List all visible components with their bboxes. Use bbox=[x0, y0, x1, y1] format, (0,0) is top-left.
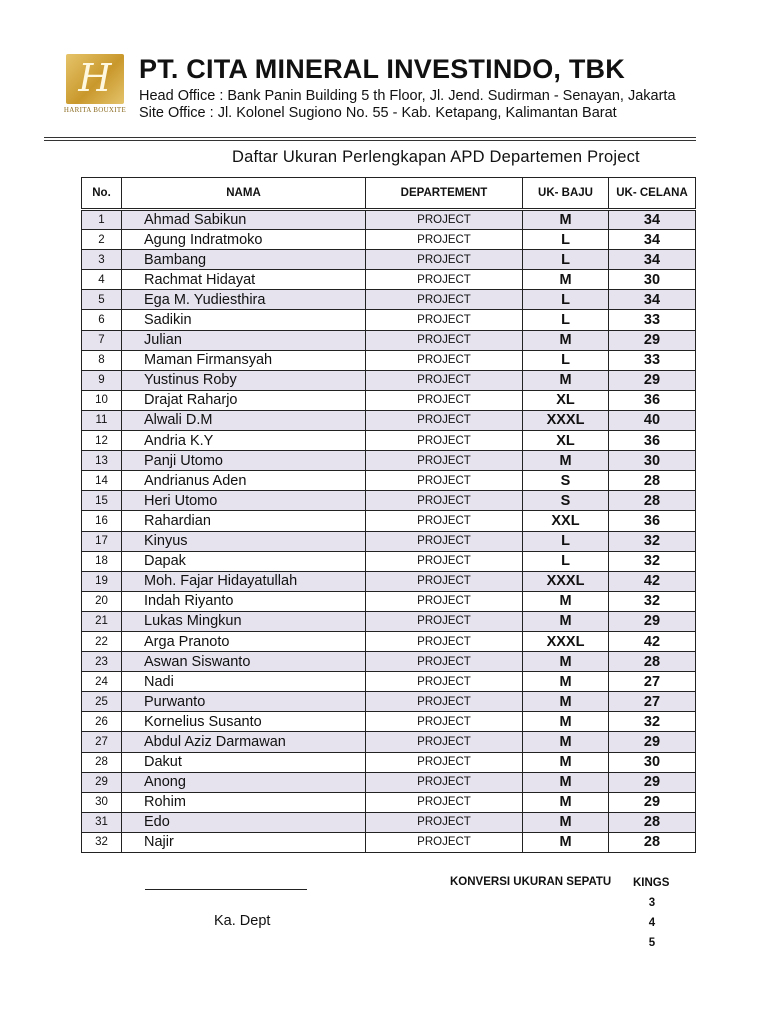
cell-no: 28 bbox=[82, 752, 122, 772]
table-row bbox=[82, 571, 696, 591]
cell-nama: Bambang bbox=[122, 250, 366, 270]
cell-departement: PROJECT bbox=[366, 330, 523, 350]
cell-nama: Moh. Fajar Hidayatullah bbox=[122, 571, 366, 591]
table-row bbox=[82, 531, 696, 551]
cell-nama: Lukas Mingkun bbox=[122, 611, 366, 631]
cell-uk-celana: 29 bbox=[609, 792, 696, 812]
company-name: PT. CITA MINERAL INVESTINDO, TBK bbox=[139, 54, 625, 84]
cell-nama: Sadikin bbox=[122, 310, 366, 330]
company-logo bbox=[56, 54, 134, 116]
cell-uk-celana: 32 bbox=[609, 551, 696, 571]
cell-uk-baju: M bbox=[523, 451, 609, 471]
cell-nama: Kinyus bbox=[122, 531, 366, 551]
cell-departement: PROJECT bbox=[366, 672, 523, 692]
cell-nama: Edo bbox=[122, 812, 366, 832]
table-row bbox=[82, 390, 696, 410]
cell-departement: PROJECT bbox=[366, 692, 523, 712]
site-office-address: Site Office : Jl. Kolonel Sugiono No. 55 - Kab. Ketapang, Kalimantan Barat bbox=[139, 105, 617, 121]
cell-no: 7 bbox=[82, 330, 122, 350]
cell-departement: PROJECT bbox=[366, 832, 523, 852]
cell-no: 23 bbox=[82, 652, 122, 672]
cell-uk-baju: M bbox=[523, 330, 609, 350]
table-row bbox=[82, 370, 696, 390]
cell-uk-celana: 34 bbox=[609, 230, 696, 250]
table-row bbox=[82, 792, 696, 812]
table-row bbox=[82, 591, 696, 611]
cell-departement: PROJECT bbox=[366, 812, 523, 832]
cell-departement: PROJECT bbox=[366, 772, 523, 792]
cell-departement: PROJECT bbox=[366, 390, 523, 410]
cell-nama: Arga Pranoto bbox=[122, 631, 366, 651]
cell-nama: Rachmat Hidayat bbox=[122, 270, 366, 290]
cell-uk-celana: 27 bbox=[609, 672, 696, 692]
column-header-departement: DEPARTEMENT bbox=[366, 178, 523, 210]
cell-departement: PROJECT bbox=[366, 652, 523, 672]
cell-nama: Drajat Raharjo bbox=[122, 390, 366, 410]
cell-uk-celana: 32 bbox=[609, 712, 696, 732]
cell-no: 3 bbox=[82, 250, 122, 270]
table-row bbox=[82, 491, 696, 511]
cell-nama: Abdul Aziz Darmawan bbox=[122, 732, 366, 752]
cell-uk-baju: XL bbox=[523, 431, 609, 451]
cell-no: 16 bbox=[82, 511, 122, 531]
cell-no: 26 bbox=[82, 712, 122, 732]
cell-nama: Andria K.Y bbox=[122, 431, 366, 451]
cell-nama: Purwanto bbox=[122, 692, 366, 712]
cell-departement: PROJECT bbox=[366, 631, 523, 651]
table-row bbox=[82, 712, 696, 732]
cell-uk-celana: 29 bbox=[609, 732, 696, 752]
table-row bbox=[82, 692, 696, 712]
cell-uk-baju: M bbox=[523, 772, 609, 792]
logo-letter: H bbox=[78, 56, 112, 100]
table-row bbox=[82, 410, 696, 430]
cell-departement: PROJECT bbox=[366, 431, 523, 451]
cell-departement: PROJECT bbox=[366, 410, 523, 430]
cell-uk-baju: S bbox=[523, 491, 609, 511]
cell-departement: PROJECT bbox=[366, 230, 523, 250]
cell-departement: PROJECT bbox=[366, 712, 523, 732]
cell-no: 31 bbox=[82, 812, 122, 832]
cell-nama: Rohim bbox=[122, 792, 366, 812]
table-row bbox=[82, 250, 696, 270]
cell-nama: Aswan Siswanto bbox=[122, 652, 366, 672]
header-divider-bottom bbox=[44, 140, 696, 141]
table-row bbox=[82, 611, 696, 631]
cell-uk-baju: L bbox=[523, 230, 609, 250]
cell-uk-celana: 30 bbox=[609, 270, 696, 290]
cell-departement: PROJECT bbox=[366, 732, 523, 752]
table-row bbox=[82, 310, 696, 330]
head-office-address: Head Office : Bank Panin Building 5 th Floor, Jl. Jend. Sudirman - Senayan, Jakarta bbox=[139, 88, 676, 104]
table-row bbox=[82, 350, 696, 370]
cell-departement: PROJECT bbox=[366, 591, 523, 611]
cell-nama: Alwali D.M bbox=[122, 410, 366, 430]
cell-departement: PROJECT bbox=[366, 491, 523, 511]
cell-uk-baju: M bbox=[523, 611, 609, 631]
table-row bbox=[82, 672, 696, 692]
cell-no: 17 bbox=[82, 531, 122, 551]
cell-uk-baju: M bbox=[523, 712, 609, 732]
cell-uk-baju: M bbox=[523, 692, 609, 712]
cell-uk-celana: 36 bbox=[609, 511, 696, 531]
cell-no: 10 bbox=[82, 390, 122, 410]
table-row bbox=[82, 551, 696, 571]
cell-nama: Indah Riyanto bbox=[122, 591, 366, 611]
cell-no: 5 bbox=[82, 290, 122, 310]
table-row bbox=[82, 511, 696, 531]
table-header-row bbox=[82, 178, 696, 210]
cell-no: 9 bbox=[82, 370, 122, 390]
cell-no: 6 bbox=[82, 310, 122, 330]
cell-uk-celana: 34 bbox=[609, 250, 696, 270]
cell-nama: Najir bbox=[122, 832, 366, 852]
cell-uk-baju: M bbox=[523, 832, 609, 852]
cell-no: 20 bbox=[82, 591, 122, 611]
cell-no: 15 bbox=[82, 491, 122, 511]
cell-uk-baju: M bbox=[523, 752, 609, 772]
cell-uk-baju: M bbox=[523, 732, 609, 752]
cell-no: 27 bbox=[82, 732, 122, 752]
cell-no: 29 bbox=[82, 772, 122, 792]
cell-uk-baju: XXL bbox=[523, 511, 609, 531]
cell-no: 21 bbox=[82, 611, 122, 631]
cell-uk-celana: 33 bbox=[609, 310, 696, 330]
table-row bbox=[82, 732, 696, 752]
table-row bbox=[82, 270, 696, 290]
cell-nama: Maman Firmansyah bbox=[122, 350, 366, 370]
cell-uk-celana: 29 bbox=[609, 330, 696, 350]
cell-uk-baju: M bbox=[523, 792, 609, 812]
cell-departement: PROJECT bbox=[366, 511, 523, 531]
table-row bbox=[82, 812, 696, 832]
cell-departement: PROJECT bbox=[366, 531, 523, 551]
cell-no: 2 bbox=[82, 230, 122, 250]
cell-no: 4 bbox=[82, 270, 122, 290]
cell-uk-celana: 33 bbox=[609, 350, 696, 370]
cell-uk-celana: 30 bbox=[609, 451, 696, 471]
table-row bbox=[82, 471, 696, 491]
cell-uk-baju: L bbox=[523, 250, 609, 270]
cell-uk-celana: 42 bbox=[609, 571, 696, 591]
cell-uk-baju: M bbox=[523, 652, 609, 672]
cell-uk-celana: 29 bbox=[609, 370, 696, 390]
cell-departement: PROJECT bbox=[366, 571, 523, 591]
cell-departement: PROJECT bbox=[366, 792, 523, 812]
shoe-size-value: 3 bbox=[648, 897, 656, 909]
table-row bbox=[82, 431, 696, 451]
cell-uk-celana: 29 bbox=[609, 611, 696, 631]
cell-no: 19 bbox=[82, 571, 122, 591]
cell-uk-baju: M bbox=[523, 812, 609, 832]
cell-departement: PROJECT bbox=[366, 310, 523, 330]
cell-no: 25 bbox=[82, 692, 122, 712]
cell-nama: Rahardian bbox=[122, 511, 366, 531]
cell-uk-baju: L bbox=[523, 350, 609, 370]
shoe-brand-label: KINGS bbox=[633, 877, 670, 889]
cell-uk-baju: M bbox=[523, 672, 609, 692]
cell-departement: PROJECT bbox=[366, 350, 523, 370]
cell-no: 24 bbox=[82, 672, 122, 692]
column-header-nama: NAMA bbox=[122, 178, 366, 210]
cell-uk-baju: L bbox=[523, 551, 609, 571]
cell-no: 22 bbox=[82, 631, 122, 651]
cell-uk-baju: S bbox=[523, 471, 609, 491]
table-row bbox=[82, 210, 696, 230]
table-row bbox=[82, 752, 696, 772]
table-row bbox=[82, 330, 696, 350]
cell-uk-celana: 27 bbox=[609, 692, 696, 712]
cell-no: 11 bbox=[82, 410, 122, 430]
cell-nama: Julian bbox=[122, 330, 366, 350]
cell-uk-celana: 34 bbox=[609, 210, 696, 230]
cell-no: 13 bbox=[82, 451, 122, 471]
cell-uk-celana: 34 bbox=[609, 290, 696, 310]
cell-uk-baju: L bbox=[523, 310, 609, 330]
column-header-uk-celana: UK- CELANA bbox=[609, 178, 696, 210]
cell-departement: PROJECT bbox=[366, 250, 523, 270]
cell-departement: PROJECT bbox=[366, 210, 523, 230]
cell-no: 14 bbox=[82, 471, 122, 491]
table-row bbox=[82, 772, 696, 792]
cell-nama: Dapak bbox=[122, 551, 366, 571]
cell-departement: PROJECT bbox=[366, 290, 523, 310]
cell-nama: Agung Indratmoko bbox=[122, 230, 366, 250]
cell-uk-celana: 40 bbox=[609, 410, 696, 430]
table-row bbox=[82, 290, 696, 310]
cell-nama: Dakut bbox=[122, 752, 366, 772]
cell-no: 32 bbox=[82, 832, 122, 852]
cell-uk-celana: 30 bbox=[609, 752, 696, 772]
cell-departement: PROJECT bbox=[366, 370, 523, 390]
cell-nama: Anong bbox=[122, 772, 366, 792]
table-row bbox=[82, 230, 696, 250]
cell-uk-celana: 32 bbox=[609, 591, 696, 611]
cell-nama: Ahmad Sabikun bbox=[122, 210, 366, 230]
cell-departement: PROJECT bbox=[366, 471, 523, 491]
cell-departement: PROJECT bbox=[366, 611, 523, 631]
cell-uk-celana: 42 bbox=[609, 631, 696, 651]
cell-uk-celana: 29 bbox=[609, 772, 696, 792]
cell-nama: Andrianus Aden bbox=[122, 471, 366, 491]
cell-nama: Nadi bbox=[122, 672, 366, 692]
cell-uk-celana: 32 bbox=[609, 531, 696, 551]
shoe-size-conversion-label: KONVERSI UKURAN SEPATU bbox=[450, 876, 612, 888]
logo-caption: HARITA BOUXITE bbox=[63, 106, 127, 114]
cell-no: 18 bbox=[82, 551, 122, 571]
apd-size-table bbox=[81, 177, 696, 853]
cell-uk-baju: XXXL bbox=[523, 571, 609, 591]
cell-departement: PROJECT bbox=[366, 270, 523, 290]
cell-uk-baju: M bbox=[523, 270, 609, 290]
cell-no: 30 bbox=[82, 792, 122, 812]
cell-nama: Ega M. Yudiesthira bbox=[122, 290, 366, 310]
signature-line bbox=[145, 889, 307, 890]
cell-nama: Kornelius Susanto bbox=[122, 712, 366, 732]
cell-uk-baju: M bbox=[523, 591, 609, 611]
cell-no: 12 bbox=[82, 431, 122, 451]
cell-uk-baju: XXXL bbox=[523, 631, 609, 651]
cell-nama: Yustinus Roby bbox=[122, 370, 366, 390]
cell-uk-celana: 28 bbox=[609, 471, 696, 491]
cell-no: 1 bbox=[82, 210, 122, 230]
cell-departement: PROJECT bbox=[366, 451, 523, 471]
cell-uk-celana: 28 bbox=[609, 491, 696, 511]
cell-uk-celana: 36 bbox=[609, 390, 696, 410]
table-body bbox=[82, 210, 696, 853]
shoe-size-value: 4 bbox=[648, 917, 656, 929]
cell-uk-baju: XL bbox=[523, 390, 609, 410]
header-divider-top bbox=[44, 137, 696, 138]
table-row bbox=[82, 631, 696, 651]
cell-uk-celana: 28 bbox=[609, 832, 696, 852]
cell-nama: Heri Utomo bbox=[122, 491, 366, 511]
cell-uk-celana: 28 bbox=[609, 812, 696, 832]
cell-no: 8 bbox=[82, 350, 122, 370]
cell-uk-celana: 28 bbox=[609, 652, 696, 672]
table-row bbox=[82, 832, 696, 852]
signature-role: Ka. Dept bbox=[214, 913, 271, 929]
column-header-uk-baju: UK- BAJU bbox=[523, 178, 609, 210]
column-header-no: No. bbox=[82, 178, 122, 210]
cell-departement: PROJECT bbox=[366, 551, 523, 571]
shoe-size-value: 5 bbox=[648, 937, 656, 949]
table-row bbox=[82, 451, 696, 471]
cell-departement: PROJECT bbox=[366, 752, 523, 772]
table-row bbox=[82, 652, 696, 672]
cell-nama: Panji Utomo bbox=[122, 451, 366, 471]
cell-uk-baju: M bbox=[523, 210, 609, 230]
cell-uk-baju: L bbox=[523, 531, 609, 551]
cell-uk-celana: 36 bbox=[609, 431, 696, 451]
cell-uk-baju: L bbox=[523, 290, 609, 310]
cell-uk-baju: XXXL bbox=[523, 410, 609, 430]
cell-uk-baju: M bbox=[523, 370, 609, 390]
document-title: Daftar Ukuran Perlengkapan APD Departemen Project bbox=[232, 148, 640, 166]
